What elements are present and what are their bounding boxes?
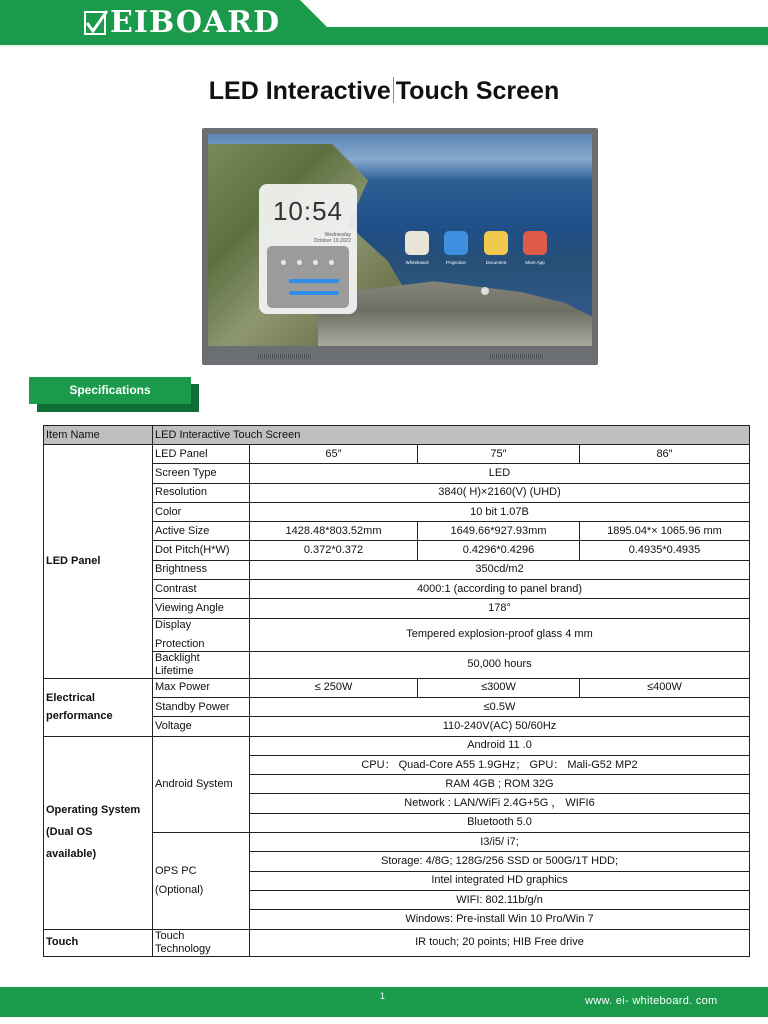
group-line: performance xyxy=(46,709,113,722)
cell-75: ≤300W xyxy=(418,678,580,697)
page-title xyxy=(0,77,768,106)
label-line: Touch xyxy=(155,929,185,942)
app-label-whiteboard: Whiteboard xyxy=(405,260,429,265)
group-line: Operating System xyxy=(46,804,141,817)
product-image xyxy=(202,128,598,365)
app-label-projection: Projection xyxy=(445,260,466,265)
footer-url: www. ei- whiteboard. com xyxy=(585,995,718,1007)
bluetooth-icon xyxy=(297,260,302,265)
cell-86: 86″ xyxy=(580,445,750,464)
cell-75: 0.4296*0.4296 xyxy=(418,541,580,560)
label-line: Lifetime xyxy=(155,664,194,677)
checkmark-icon xyxy=(84,9,108,37)
section-title: Specifications xyxy=(29,377,191,404)
page-number: 1 xyxy=(380,991,386,1001)
quick-settings-panel xyxy=(267,246,349,308)
cell-86: 1895.04*× 1065.96 mm xyxy=(580,522,750,541)
product-screen xyxy=(208,134,592,346)
row-label: Dot Pitch(H*W) xyxy=(153,541,250,560)
cell-75: 75″ xyxy=(418,445,580,464)
row-label: Color xyxy=(153,502,250,521)
left-speaker-grille xyxy=(258,354,312,359)
group-touch: Touch xyxy=(44,929,153,956)
row-label: Brightness xyxy=(153,560,250,579)
row-label: Max Power xyxy=(153,678,250,697)
group-line: Electrical xyxy=(46,691,95,704)
cell-86: 0.4935*0.4935 xyxy=(580,541,750,560)
row-label xyxy=(153,651,250,678)
cell-65: ≤ 250W xyxy=(250,678,418,697)
table-row xyxy=(44,736,750,755)
group-electrical xyxy=(44,678,153,736)
brand-logo xyxy=(84,4,280,42)
row-value: Network : LAN/WiFi 2.4G+5G ， WIFI6 xyxy=(250,794,750,813)
row-value: 10 bit 1.07B xyxy=(250,502,750,521)
label-line: Technology xyxy=(155,942,211,955)
cell-65: 65″ xyxy=(250,445,418,464)
row-label: Standby Power xyxy=(153,697,250,716)
row-value: IR touch; 20 points; HIB Free drive xyxy=(250,929,750,956)
row-value: Storage: 4/8G; 128G/256 SSD or 500G/1T HDD; xyxy=(250,852,750,871)
row-value: Android 11 .0 xyxy=(250,736,750,755)
cell-75: 1649.66*927.93mm xyxy=(418,522,580,541)
row-value: 110-240V(AC) 50/60Hz xyxy=(250,717,750,736)
page-title-part2: Touch Screen xyxy=(395,77,560,105)
header-value: LED Interactive Touch Screen xyxy=(153,426,750,445)
clock-time: 10:54 xyxy=(272,196,344,226)
group-operating-system xyxy=(44,736,153,929)
clock-widget xyxy=(259,184,357,314)
subgroup-android: Android System xyxy=(153,736,250,832)
projection-app-icon xyxy=(444,231,468,255)
row-value: LED xyxy=(250,464,750,483)
row-value: Intel integrated HD graphics xyxy=(250,871,750,890)
row-label xyxy=(153,929,250,956)
row-value: 178° xyxy=(250,599,750,618)
label-line: OPS PC xyxy=(155,864,197,877)
document-app-icon xyxy=(484,231,508,255)
table-row xyxy=(44,445,750,464)
clock-date-text: October 19,2022 xyxy=(313,238,351,244)
row-label: Active Size xyxy=(153,522,250,541)
row-value: I3/i5/ i7; xyxy=(250,833,750,852)
wifi-icon xyxy=(281,260,286,265)
home-button-icon xyxy=(481,287,489,295)
row-value: WIFI: 802.11b/g/n xyxy=(250,890,750,909)
volume-slider xyxy=(289,279,339,283)
row-label: Resolution xyxy=(153,483,250,502)
cell-86: ≤400W xyxy=(580,678,750,697)
row-value: 4000:1 (according to panel brand) xyxy=(250,580,750,599)
row-value: Windows: Pre-install Win 10 Pro/Win 7 xyxy=(250,910,750,929)
label-line: (Optional) xyxy=(155,883,204,896)
row-value: 50,000 hours xyxy=(250,651,750,678)
cell-65: 1428.48*803.52mm xyxy=(250,522,418,541)
row-label: Voltage xyxy=(153,717,250,736)
group-led-panel: LED Panel xyxy=(44,445,153,679)
table-header-row xyxy=(44,426,750,445)
row-label: Contrast xyxy=(153,580,250,599)
row-value: CPU： Quad-Core A55 1.9GHz； GPU： Mali-G52 MP2 xyxy=(250,755,750,774)
clock-date xyxy=(259,232,351,244)
header-underline xyxy=(0,45,768,47)
row-label xyxy=(153,618,250,651)
label-line: Protection xyxy=(155,637,205,650)
row-value: 3840( H)×2160(V) (UHD) xyxy=(250,483,750,502)
whiteboard-app-icon xyxy=(405,231,429,255)
page-title-part1: LED Interactive xyxy=(208,77,391,105)
row-value: ≤0.5W xyxy=(250,697,750,716)
logo-text: EIBOARD xyxy=(110,5,281,40)
label-line: Backlight xyxy=(155,651,200,664)
row-value: Bluetooth 5.0 xyxy=(250,813,750,832)
eye-icon xyxy=(329,260,334,265)
specifications-table xyxy=(43,425,750,957)
settings-icon xyxy=(313,260,318,265)
row-value: RAM 4GB ; ROM 32G xyxy=(250,775,750,794)
row-label: Viewing Angle xyxy=(153,599,250,618)
row-label: LED Panel xyxy=(153,445,250,464)
table-row xyxy=(44,678,750,697)
more-app-icon xyxy=(523,231,547,255)
clock-day: Wednesday xyxy=(324,232,351,238)
right-speaker-grille xyxy=(490,354,544,359)
app-label-more: More App xyxy=(525,260,545,265)
group-line: available) xyxy=(46,848,97,861)
label-line: Display xyxy=(155,618,192,631)
app-label-document: Document xyxy=(485,260,507,265)
title-divider xyxy=(393,77,394,103)
group-line: (Dual OS xyxy=(46,826,93,839)
row-label: Screen Type xyxy=(153,464,250,483)
header-label: Item Name xyxy=(44,426,153,445)
row-value: Tempered explosion-proof glass 4 mm xyxy=(250,618,750,651)
subgroup-ops-pc xyxy=(153,833,250,929)
table-row xyxy=(44,929,750,956)
cell-65: 0.372*0.372 xyxy=(250,541,418,560)
brightness-slider xyxy=(289,291,339,295)
row-value: 350cd/m2 xyxy=(250,560,750,579)
